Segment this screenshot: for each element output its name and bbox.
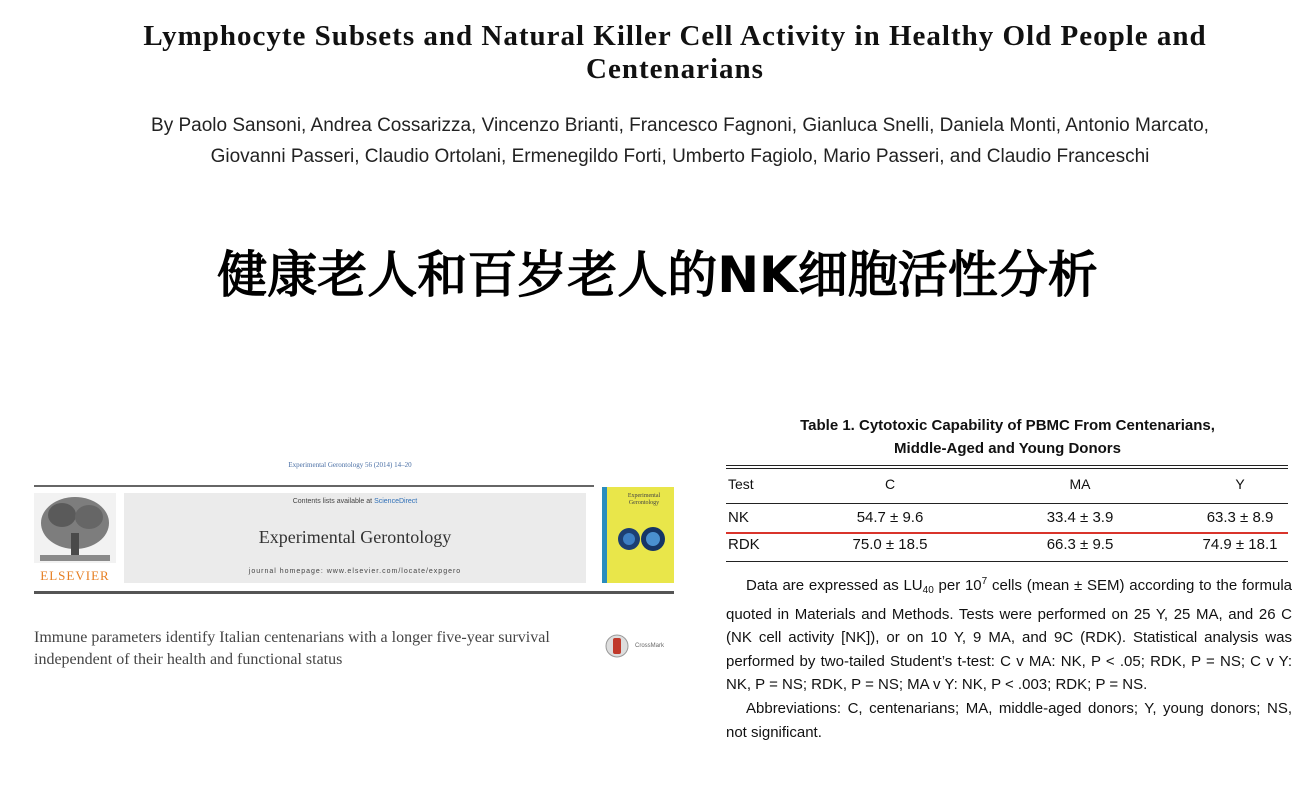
table-cell: 54.7 ± 9.6	[856, 509, 924, 526]
footnote-text: cells (mean ± SEM) according to the formula quoted in Materials and Methods. Tests were performed on 25 Y, 25 MA, and 26 C (NK cell activity [NK]), or on 10 Y, 9 MA, and 9C (RDK). Statistical analysis was performed by two-tailed Student’s t-test: C v MA: NK, P < .05; RDK, P = NS; C v Y: NK, P = NS; RDK, P = NS; MA v Y: NK, P < .003; RDK; P = NS.	[726, 577, 1292, 694]
chinese-headline: 健康老人和百岁老人的NK细胞活性分析	[217, 246, 1098, 304]
author-list: By Paolo Sansoni, Andrea Cossarizza, Vincenzo Brianti, Francesco Fagnoni, Gianluca Snelli, Daniela Monti, Antonio Marcato, Giovanni Passeri, Claudio Ortolani, Ermenegildo Forti, Umberto Fagiolo, Mario Passeri, and Claudio Franceschi	[151, 115, 1209, 167]
table-caption	[720, 414, 1295, 460]
elsevier-wordmark: ELSEVIER	[40, 568, 110, 583]
footnote-text: Data are expressed as LU	[746, 577, 923, 594]
highlight-underline	[726, 532, 1288, 534]
table-cell: 75.0 ± 18.5	[852, 536, 928, 553]
table-rule	[726, 468, 1288, 469]
column-header: Y	[1235, 476, 1245, 492]
crossmark-label: CrossMark	[635, 643, 665, 649]
journal-citation[interactable]: Experimental Gerontology 56 (2014) 14–20	[288, 461, 412, 469]
table-cell: 74.9 ± 18.1	[1202, 536, 1278, 553]
column-header: C	[884, 476, 896, 492]
divider	[34, 591, 674, 594]
table-cell: RDK	[728, 536, 760, 553]
table-rule	[726, 465, 1288, 466]
table-footnote	[726, 570, 1292, 744]
footnote-superscript: 7	[981, 576, 988, 587]
column-header: Test	[728, 476, 754, 492]
table-cell: 63.3 ± 8.9	[1206, 509, 1274, 526]
journal-masthead	[124, 493, 586, 583]
journal-homepage-link[interactable]: journal homepage: www.elsevier.com/locate/expgero	[248, 568, 462, 575]
column-header: MA	[1069, 476, 1091, 492]
divider	[34, 485, 594, 487]
footnote-abbreviations: Abbreviations: C, centenarians; MA, middle-aged donors; Y, young donors; NS, not significant.	[726, 699, 1292, 741]
results-table	[720, 410, 1295, 780]
cover-title: Experimental Gerontology	[627, 493, 661, 506]
table-caption-line: Middle-Aged and Young Donors	[894, 440, 1121, 457]
table-rule	[726, 503, 1288, 504]
article-title[interactable]: Immune parameters identify Italian centenarians with a longer five-year survival independent of their health and functional status	[34, 629, 550, 668]
footnote-text: per 10	[933, 577, 982, 594]
footnote-subscript: 40	[922, 585, 934, 596]
table-cell: 66.3 ± 9.5	[1046, 536, 1114, 553]
contents-line	[124, 498, 586, 505]
table-cell: 33.4 ± 3.9	[1046, 509, 1114, 526]
paper-title: Lymphocyte Subsets and Natural Killer Cell Activity in Healthy Old People and Centenarians	[143, 20, 1207, 85]
journal-name: Experimental Gerontology	[258, 527, 452, 547]
journal-cover-image	[602, 487, 674, 583]
table-rule	[726, 561, 1288, 562]
table-caption-line: Table 1. Cytotoxic Capability of PBMC From Centenarians,	[800, 417, 1215, 434]
cover-cells-graphic	[615, 525, 671, 553]
footnote-data-note	[726, 570, 1292, 697]
sciencedirect-link[interactable]: ScienceDirect	[374, 498, 418, 505]
table-cell: NK	[728, 509, 749, 526]
journal-article-header	[30, 455, 680, 755]
contents-prefix: Contents lists available at	[292, 498, 375, 505]
